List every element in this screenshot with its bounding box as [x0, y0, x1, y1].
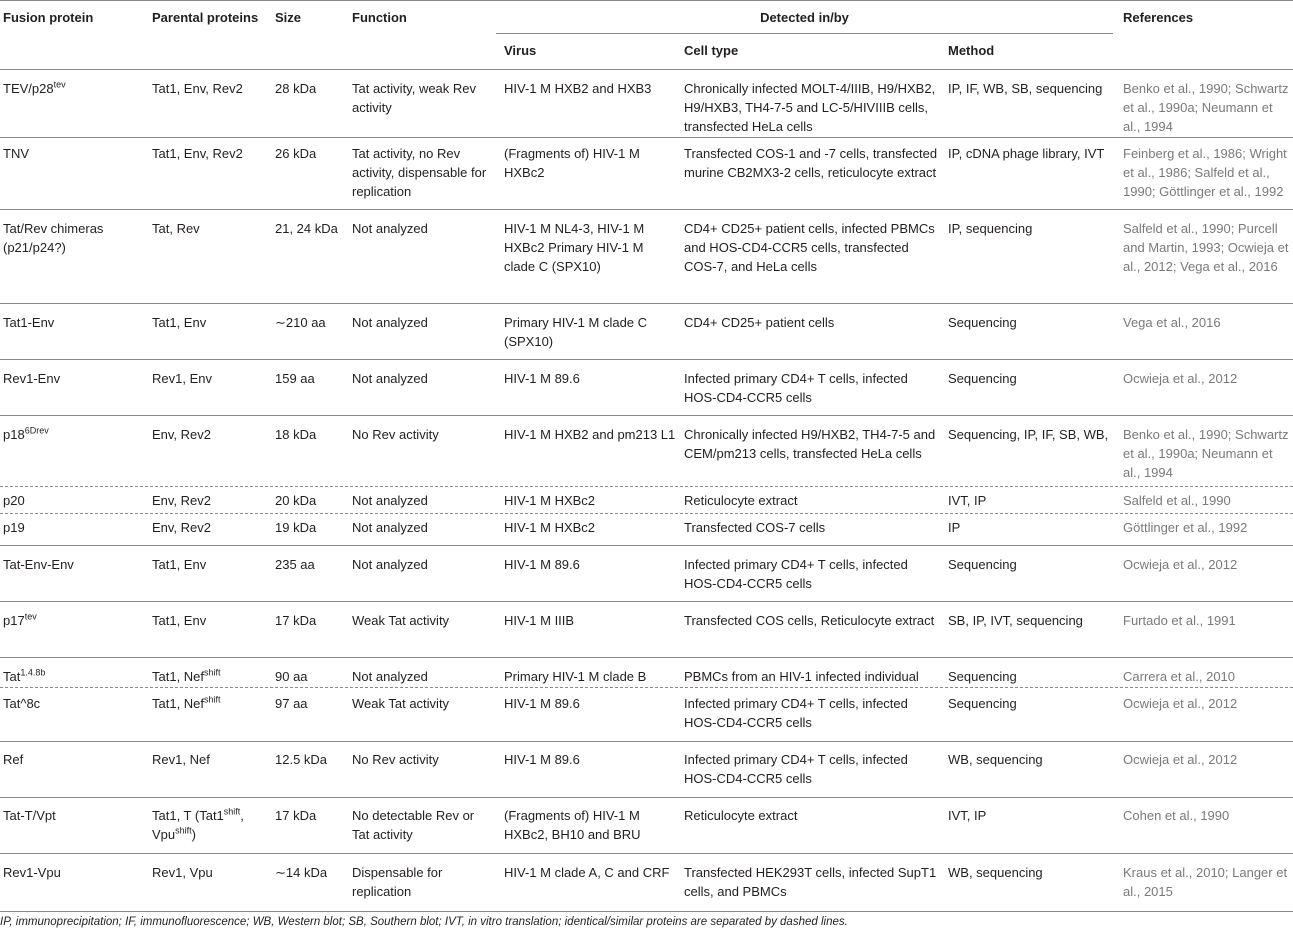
- cell-parental-proteins: [152, 750, 270, 769]
- header-detected-in-by: Detected in/by: [760, 10, 849, 25]
- cell-text: HIV-1 M 89.6: [504, 557, 580, 572]
- cell-text: ∼210 aa: [275, 315, 326, 330]
- cell-references: [1123, 518, 1293, 537]
- cell-size: [275, 667, 349, 686]
- cell-text: Transfected COS cells, Reticulocyte extract: [684, 613, 935, 628]
- cell-references: [1123, 144, 1293, 201]
- cell-references: [1123, 750, 1293, 769]
- cell-fusion-protein: [3, 750, 148, 769]
- cell-size: [275, 491, 349, 510]
- cell-method: [948, 611, 1118, 630]
- cell-parental-proteins: [152, 806, 270, 844]
- cell-text: HIV-1 M NL4-3, HIV-1 M HXBc2 Primary HIV-1 M clade C (SPX10): [504, 221, 645, 274]
- cell-references: [1123, 313, 1293, 332]
- cell-parental-proteins: [152, 667, 270, 686]
- cell-text: HIV-1 M HXB2 and pm213 L1: [504, 427, 676, 442]
- row-separator: [0, 415, 1293, 416]
- cell-text: (Fragments of) HIV-1 M HXBc2, BH10 and BRU: [504, 808, 641, 842]
- cell-virus: [504, 518, 676, 537]
- cell-references: [1123, 369, 1293, 388]
- cell-text: TNV: [3, 146, 29, 161]
- cell-function: [352, 611, 492, 630]
- row-separator: [0, 741, 1293, 742]
- cell-text: Chronically infected MOLT-4/IIIB, H9/HXB2, H9/HXB3, TH4-7-5 and LC-5/HIVIIIB cells, transfected HeLa cells: [684, 81, 936, 134]
- cell-function: [352, 491, 492, 510]
- cell-text: Infected primary CD4+ T cells, infected HOS-CD4-CCR5 cells: [684, 696, 908, 730]
- cell-fusion-protein: [3, 667, 148, 686]
- cell-text: IVT, IP: [948, 493, 987, 508]
- cell-text: Sequencing: [948, 696, 1017, 711]
- cell-text: Tat^8c: [3, 696, 41, 711]
- cell-cell-type: [684, 144, 942, 182]
- header-virus: Virus: [504, 43, 537, 58]
- cell-text: Tat: [3, 669, 21, 684]
- cell-text: Weak Tat activity: [352, 613, 450, 628]
- cell-text: Ref: [3, 752, 24, 767]
- cell-size: [275, 313, 349, 332]
- cell-text: HIV-1 M HXBc2: [504, 520, 596, 535]
- table-footnote: IP, immunoprecipitation; IF, immunofluorescence; WB, Western blot; SB, Southern blot; IVT, in vitro translation; identical/similar proteins are separated by dashed lines.: [0, 916, 848, 928]
- cell-text: p19: [3, 520, 25, 535]
- cell-size: [275, 425, 349, 444]
- cell-text: Env, Rev2: [152, 520, 212, 535]
- cell-virus: [504, 313, 676, 351]
- cell-text: IP, cDNA phage library, IVT: [948, 146, 1105, 161]
- cell-fusion-protein: [3, 806, 148, 825]
- cell-text: p17: [3, 613, 25, 628]
- cell-text: Tat activity, no Rev activity, dispensable for replication: [352, 146, 487, 199]
- cell-text: Transfected COS-7 cells: [684, 520, 826, 535]
- cell-text: Infected primary CD4+ T cells, infected HOS-CD4-CCR5 cells: [684, 371, 908, 405]
- row-separator: [0, 601, 1293, 602]
- cell-text: Not analyzed: [352, 520, 428, 535]
- header-size: Size: [275, 10, 302, 25]
- cell-text: WB, sequencing: [948, 752, 1043, 767]
- cell-parental-proteins: [152, 518, 270, 537]
- cell-fusion-protein: [3, 425, 148, 444]
- cell-text: Rev1-Vpu: [3, 865, 61, 880]
- header-method: Method: [948, 43, 995, 58]
- row-separator: [0, 545, 1293, 546]
- cell-text: HIV-1 M 89.6: [504, 696, 580, 711]
- cell-text: Ocwieja et al., 2012: [1123, 557, 1238, 572]
- cell-references: [1123, 425, 1293, 482]
- superscript: 6Drev: [24, 425, 49, 436]
- cell-parental-proteins: [152, 369, 270, 388]
- cell-function: [352, 863, 492, 901]
- cell-virus: [504, 144, 676, 182]
- cell-parental-proteins: [152, 491, 270, 510]
- cell-function: [352, 667, 492, 686]
- cell-parental-proteins: [152, 555, 270, 574]
- cell-text: CD4+ CD25+ patient cells: [684, 315, 835, 330]
- cell-text: Transfected HEK293T cells, infected SupT1 cells, and PBMCs: [684, 865, 937, 899]
- cell-text: 235 aa: [275, 557, 315, 572]
- cell-text: Kraus et al., 2010; Langer et al., 2015: [1123, 865, 1288, 899]
- cell-cell-type: [684, 425, 942, 463]
- superscript: tev: [24, 611, 37, 622]
- cell-virus: [504, 555, 676, 574]
- cell-size: [275, 518, 349, 537]
- cell-method: [948, 863, 1118, 882]
- cell-text: Tat-T/Vpt: [3, 808, 56, 823]
- row-separator-dashed: [0, 486, 1293, 487]
- cell-size: [275, 555, 349, 574]
- cell-text: CD4+ CD25+ patient cells, infected PBMCs and HOS-CD4-CCR5 cells, transfected COS-7, and HeLa cells: [684, 221, 935, 274]
- cell-parental-proteins: [152, 694, 270, 713]
- cell-size: [275, 219, 349, 238]
- cell-text: 17 kDa: [275, 613, 317, 628]
- cell-text: SB, IP, IVT, sequencing: [948, 613, 1083, 628]
- cell-text: 159 aa: [275, 371, 315, 386]
- cell-text: Feinberg et al., 1986; Wright et al., 1986; Salfeld et al., 1990; Göttlinger et al., 1992: [1123, 146, 1287, 199]
- cell-references: [1123, 667, 1293, 686]
- cell-virus: [504, 667, 676, 686]
- cell-method: [948, 313, 1118, 332]
- cell-fusion-protein: [3, 555, 148, 574]
- cell-virus: [504, 491, 676, 510]
- cell-size: [275, 369, 349, 388]
- cell-text: 12.5 kDa: [275, 752, 328, 767]
- cell-text: , Vpu: [152, 808, 244, 842]
- superscript: shift: [175, 825, 192, 836]
- cell-text: Tat1, Nef: [152, 696, 205, 711]
- cell-text: 26 kDa: [275, 146, 317, 161]
- cell-function: [352, 144, 492, 201]
- cell-text: Sequencing: [948, 315, 1017, 330]
- cell-text: Transfected COS-1 and -7 cells, transfected murine CB2MX3-2 cells, reticulocyte extract: [684, 146, 938, 180]
- cell-text: Salfeld et al., 1990: [1123, 493, 1231, 508]
- cell-virus: [504, 863, 676, 882]
- header-bottom-rule: [0, 69, 1293, 70]
- cell-method: [948, 425, 1118, 444]
- header-references: References: [1123, 10, 1194, 25]
- cell-fusion-protein: [3, 219, 148, 257]
- cell-text: Salfeld et al., 1990; Purcell and Martin, 1993; Ocwieja et al., 2012; Vega et al., 2016: [1123, 221, 1289, 274]
- cell-text: No Rev activity: [352, 427, 439, 442]
- cell-text: No Rev activity: [352, 752, 439, 767]
- cell-text: Primary HIV-1 M clade C (SPX10): [504, 315, 648, 349]
- row-separator: [0, 137, 1293, 138]
- cell-cell-type: [684, 491, 942, 510]
- cell-text: HIV-1 M clade A, C and CRF: [504, 865, 670, 880]
- cell-text: Not analyzed: [352, 221, 428, 236]
- header-function: Function: [352, 10, 407, 25]
- cell-method: [948, 219, 1118, 238]
- cell-method: [948, 518, 1118, 537]
- cell-text: Reticulocyte extract: [684, 493, 798, 508]
- cell-size: [275, 806, 349, 825]
- cell-parental-proteins: [152, 144, 270, 163]
- cell-references: [1123, 806, 1293, 825]
- superscript: 1.4.8b: [20, 667, 46, 678]
- cell-text: ∼14 kDa: [275, 865, 328, 880]
- cell-references: [1123, 694, 1293, 713]
- cell-text: Tat, Rev: [152, 221, 200, 236]
- cell-fusion-protein: [3, 144, 148, 163]
- cell-text: Not analyzed: [352, 371, 428, 386]
- cell-cell-type: [684, 750, 942, 788]
- cell-text: Primary HIV-1 M clade B: [504, 669, 647, 684]
- cell-text: Rev1, Vpu: [152, 865, 213, 880]
- cell-method: [948, 555, 1118, 574]
- cell-text: Sequencing, IP, IF, SB, WB,: [948, 427, 1109, 442]
- cell-text: IP, IF, WB, SB, sequencing: [948, 81, 1103, 96]
- cell-cell-type: [684, 219, 942, 276]
- header-fusion-protein: Fusion protein: [3, 10, 94, 25]
- cell-text: Ocwieja et al., 2012: [1123, 752, 1238, 767]
- superscript: tev: [53, 79, 66, 90]
- cell-size: [275, 79, 349, 98]
- table-bottom-rule: [0, 911, 1293, 912]
- cell-text: Not analyzed: [352, 669, 428, 684]
- cell-text: Tat1-Env: [3, 315, 55, 330]
- cell-text: Tat activity, weak Rev activity: [352, 81, 477, 115]
- row-separator: [0, 303, 1293, 304]
- cell-size: [275, 863, 349, 882]
- cell-text: Cohen et al., 1990: [1123, 808, 1230, 823]
- cell-virus: [504, 806, 676, 844]
- cell-virus: [504, 425, 676, 444]
- cell-parental-proteins: [152, 611, 270, 630]
- cell-references: [1123, 491, 1293, 510]
- cell-text: PBMCs from an HIV-1 infected individual: [684, 669, 919, 684]
- row-separator: [0, 797, 1293, 798]
- header-cell-type: Cell type: [684, 43, 739, 58]
- superscript: shift: [204, 667, 221, 678]
- cell-method: [948, 491, 1118, 510]
- cell-text: Dispensable for replication: [352, 865, 443, 899]
- cell-references: [1123, 79, 1293, 136]
- cell-text: p20: [3, 493, 25, 508]
- cell-method: [948, 806, 1118, 825]
- cell-text: Infected primary CD4+ T cells, infected HOS-CD4-CCR5 cells: [684, 752, 908, 786]
- cell-cell-type: [684, 667, 942, 686]
- cell-text: Tat-Env-Env: [3, 557, 74, 572]
- cell-cell-type: [684, 555, 942, 593]
- cell-text: Tat1, Env: [152, 613, 207, 628]
- cell-method: [948, 79, 1118, 98]
- cell-text: Tat1, Env, Rev2: [152, 81, 243, 96]
- cell-text: TEV/p28: [3, 81, 54, 96]
- cell-function: [352, 750, 492, 769]
- cell-method: [948, 694, 1118, 713]
- cell-text: Env, Rev2: [152, 427, 212, 442]
- row-separator: [0, 209, 1293, 210]
- cell-text: Benko et al., 1990; Schwartz et al., 1990a; Neumann et al., 1994: [1123, 81, 1289, 134]
- cell-function: [352, 518, 492, 537]
- cell-parental-proteins: [152, 313, 270, 332]
- cell-text: Reticulocyte extract: [684, 808, 798, 823]
- cell-cell-type: [684, 863, 942, 901]
- row-separator: [0, 657, 1293, 658]
- cell-function: [352, 806, 492, 844]
- cell-text: 28 kDa: [275, 81, 317, 96]
- cell-function: [352, 425, 492, 444]
- cell-parental-proteins: [152, 425, 270, 444]
- cell-text: IP, sequencing: [948, 221, 1033, 236]
- cell-size: [275, 611, 349, 630]
- cell-text: 21, 24 kDa: [275, 221, 338, 236]
- cell-virus: [504, 611, 676, 630]
- cell-text: Rev1-Env: [3, 371, 61, 386]
- cell-text: WB, sequencing: [948, 865, 1043, 880]
- cell-text: Tat1, Env, Rev2: [152, 146, 243, 161]
- cell-text: Ocwieja et al., 2012: [1123, 696, 1238, 711]
- cell-virus: [504, 750, 676, 769]
- cell-text: HIV-1 M IIIB: [504, 613, 575, 628]
- cell-function: [352, 369, 492, 388]
- cell-text: 90 aa: [275, 669, 308, 684]
- cell-text: Carrera et al., 2010: [1123, 669, 1236, 684]
- cell-fusion-protein: [3, 611, 148, 630]
- cell-fusion-protein: [3, 313, 148, 332]
- cell-text: Chronically infected H9/HXB2, TH4-7-5 and CEM/pm213 cells, transfected HeLa cells: [684, 427, 936, 461]
- cell-text: IVT, IP: [948, 808, 987, 823]
- cell-fusion-protein: [3, 863, 148, 882]
- cell-references: [1123, 555, 1293, 574]
- cell-text: 19 kDa: [275, 520, 317, 535]
- cell-text: IP: [948, 520, 961, 535]
- cell-text: Tat1, Env: [152, 315, 207, 330]
- cell-size: [275, 750, 349, 769]
- cell-text: Sequencing: [948, 371, 1017, 386]
- cell-method: [948, 369, 1118, 388]
- cell-text: Weak Tat activity: [352, 696, 450, 711]
- cell-virus: [504, 369, 676, 388]
- cell-cell-type: [684, 694, 942, 732]
- cell-text: 17 kDa: [275, 808, 317, 823]
- cell-parental-proteins: [152, 219, 270, 238]
- cell-text: Infected primary CD4+ T cells, infected HOS-CD4-CCR5 cells: [684, 557, 908, 591]
- cell-virus: [504, 694, 676, 713]
- cell-text: Göttlinger et al., 1992: [1123, 520, 1248, 535]
- cell-method: [948, 144, 1118, 163]
- cell-text: Rev1, Env: [152, 371, 212, 386]
- cell-function: [352, 219, 492, 238]
- cell-fusion-protein: [3, 518, 148, 537]
- detected-subheader-rule: [496, 33, 1113, 34]
- cell-cell-type: [684, 313, 942, 332]
- cell-function: [352, 79, 492, 117]
- cell-cell-type: [684, 806, 942, 825]
- header-parental-proteins: Parental proteins: [152, 10, 259, 25]
- cell-text: Rev1, Nef: [152, 752, 210, 767]
- cell-text: (Fragments of) HIV-1 M HXBc2: [504, 146, 640, 180]
- cell-text: Env, Rev2: [152, 493, 212, 508]
- cell-cell-type: [684, 611, 942, 630]
- cell-text: Sequencing: [948, 669, 1017, 684]
- cell-text: Not analyzed: [352, 557, 428, 572]
- cell-text: HIV-1 M 89.6: [504, 371, 580, 386]
- cell-method: [948, 750, 1118, 769]
- cell-function: [352, 313, 492, 332]
- cell-references: [1123, 611, 1293, 630]
- cell-function: [352, 694, 492, 713]
- cell-text: 20 kDa: [275, 493, 317, 508]
- cell-fusion-protein: [3, 694, 148, 713]
- row-separator-dashed: [0, 687, 1293, 688]
- cell-virus: [504, 219, 676, 276]
- cell-text: Tat/Rev chimeras (p21/p24?): [3, 221, 104, 255]
- cell-references: [1123, 863, 1293, 901]
- cell-text: ): [191, 827, 196, 842]
- cell-cell-type: [684, 79, 942, 136]
- cell-text: Vega et al., 2016: [1123, 315, 1221, 330]
- cell-method: [948, 667, 1118, 686]
- cell-function: [352, 555, 492, 574]
- cell-text: Not analyzed: [352, 493, 428, 508]
- cell-text: 97 aa: [275, 696, 308, 711]
- cell-parental-proteins: [152, 79, 270, 98]
- cell-text: Tat1, Nef: [152, 669, 205, 684]
- table-top-rule: [0, 0, 1293, 1]
- row-separator-dashed: [0, 513, 1293, 514]
- cell-size: [275, 694, 349, 713]
- cell-text: HIV-1 M 89.6: [504, 752, 580, 767]
- cell-text: Tat1, T (Tat1: [152, 808, 224, 823]
- cell-text: 18 kDa: [275, 427, 317, 442]
- cell-cell-type: [684, 518, 942, 537]
- cell-fusion-protein: [3, 79, 148, 98]
- cell-virus: [504, 79, 676, 98]
- cell-text: HIV-1 M HXBc2: [504, 493, 596, 508]
- cell-fusion-protein: [3, 491, 148, 510]
- cell-text: Ocwieja et al., 2012: [1123, 371, 1238, 386]
- cell-fusion-protein: [3, 369, 148, 388]
- cell-text: Benko et al., 1990; Schwartz et al., 1990a; Neumann et al., 1994: [1123, 427, 1289, 480]
- cell-text: Furtado et al., 1991: [1123, 613, 1236, 628]
- cell-text: Sequencing: [948, 557, 1017, 572]
- row-separator: [0, 359, 1293, 360]
- cell-text: No detectable Rev or Tat activity: [352, 808, 475, 842]
- cell-text: HIV-1 M HXB2 and HXB3: [504, 81, 652, 96]
- superscript: shift: [223, 806, 241, 817]
- cell-references: [1123, 219, 1293, 276]
- cell-text: Not analyzed: [352, 315, 428, 330]
- row-separator: [0, 853, 1293, 854]
- superscript: shift: [204, 694, 221, 705]
- cell-text: p18: [3, 427, 25, 442]
- cell-parental-proteins: [152, 863, 270, 882]
- cell-size: [275, 144, 349, 163]
- cell-cell-type: [684, 369, 942, 407]
- cell-text: Tat1, Env: [152, 557, 207, 572]
